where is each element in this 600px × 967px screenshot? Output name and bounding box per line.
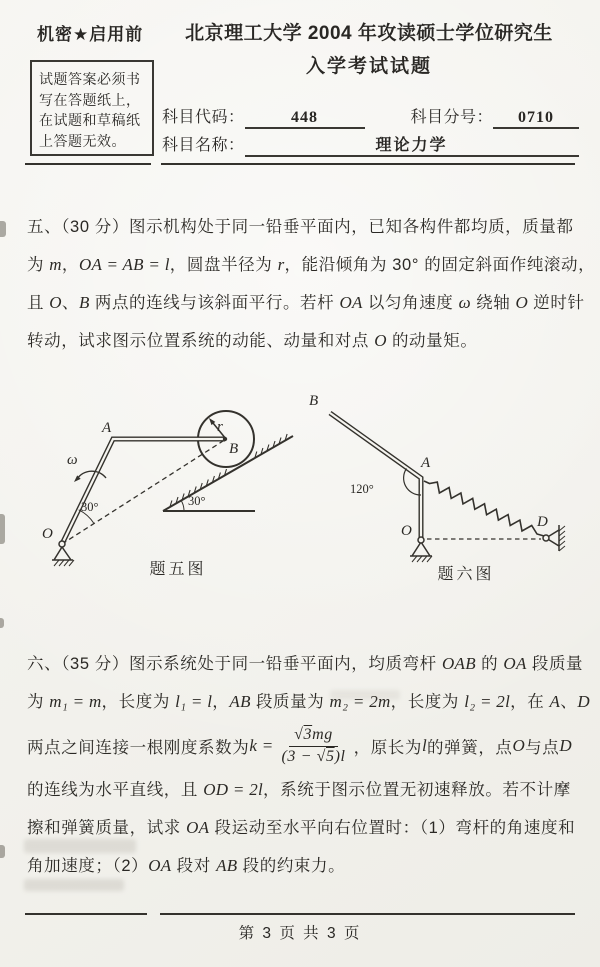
page-title bbox=[163, 17, 575, 83]
pin-O6 bbox=[418, 537, 424, 543]
pin-support-O6-hatching bbox=[412, 556, 432, 562]
label-O: O bbox=[42, 526, 53, 542]
figure-question6-diagram bbox=[303, 385, 595, 597]
subject-code-label: 科目代码： bbox=[162, 109, 245, 126]
question5-line: 五、（30 分）图示机构处于同一铅垂平面内，已知各构件都均质，质量都 bbox=[27, 218, 574, 236]
footer-divider-right bbox=[160, 913, 575, 915]
bleedthrough-smudge bbox=[24, 839, 136, 853]
page-number: 第 3 页 共 3 页 bbox=[238, 925, 362, 942]
question5-line: 为 m，OA = AB = l，圆盘半径为 r，能沿倾角为 30° 的固定斜面作纯滚动， bbox=[27, 255, 596, 274]
security-classification: 机密★启用前 bbox=[37, 25, 144, 44]
question-5 bbox=[27, 208, 596, 360]
subject-code-value: 448 bbox=[245, 109, 365, 129]
bleedthrough-smudge bbox=[330, 690, 400, 700]
radius-label: r bbox=[217, 419, 223, 435]
incline-angle-label: 30° bbox=[188, 494, 206, 508]
incline-surface bbox=[163, 436, 293, 511]
pin-O bbox=[59, 541, 65, 547]
notice-box: 试题答案必须书写在答题纸上，在试题和草稿纸上答题无效。 bbox=[30, 60, 154, 156]
footer-divider-left bbox=[25, 913, 147, 915]
question6-line: 六、（35 分）图示系统处于同一铅垂平面内，均质弯杆 OAB 的 OA 段质量 bbox=[27, 654, 584, 673]
header-divider-left bbox=[25, 163, 151, 165]
question6-line: 为 m₁ = m，长度为 l₁ = l，AB 段质量为 m₂ = 2m，长度为 l₂ = 2l，在 A、D bbox=[27, 692, 590, 711]
subject-name-row bbox=[162, 132, 579, 157]
edge-smudge bbox=[0, 221, 6, 237]
angle-120-label: 120° bbox=[350, 482, 374, 496]
question6-line-formula: 两点之间连接一根刚度系数为 k = $\frac{√3mg}{(3 - √5)l}$ ，原长为 l 的弹簧，点 O 与点 D bbox=[27, 726, 572, 765]
edge-smudge bbox=[0, 845, 5, 858]
question6-line: 擦和弹簧质量，试求 OA 段运动至水平向右位置时：（1）弯杆的角速度和 bbox=[27, 818, 576, 837]
question6-line: 的连线为水平直线，且 OD = 2l，系统于图示位置无初速释放。若不计摩 bbox=[27, 780, 571, 799]
pin-support-D-hatching bbox=[559, 526, 565, 551]
pin-support-O6 bbox=[410, 542, 432, 556]
header-divider-right bbox=[161, 163, 575, 165]
bleedthrough-smudge bbox=[24, 879, 124, 891]
pin-support-O bbox=[52, 547, 73, 560]
label-B6: B bbox=[309, 393, 319, 409]
pin-D bbox=[543, 535, 549, 541]
omega-label: ω bbox=[67, 452, 78, 468]
subject-name-label: 科目名称： bbox=[162, 137, 245, 154]
figure5-caption: 题五图 bbox=[149, 561, 207, 578]
stiffness-fraction: $\frac{√3mg}{(3 - √5)l}$ bbox=[281, 726, 346, 765]
label-B: B bbox=[229, 441, 239, 457]
label-D6: D bbox=[537, 514, 548, 530]
label-A6: A bbox=[421, 455, 431, 471]
figure6-caption: 题六图 bbox=[437, 566, 495, 583]
bar-angle-label: 30° bbox=[81, 500, 99, 514]
question6-line: 角加速度；（2）OA 段对 AB 段的约束力。 bbox=[27, 856, 346, 875]
pin-support-O-hatching bbox=[54, 560, 74, 566]
edge-smudge bbox=[0, 514, 5, 544]
spring-AD bbox=[424, 481, 544, 536]
incline-angle-arc bbox=[181, 501, 184, 512]
subject-no-value: 0710 bbox=[493, 109, 579, 129]
edge-smudge bbox=[0, 618, 4, 628]
title-line2: 入学考试试题 bbox=[305, 56, 432, 77]
label-O6: O bbox=[401, 523, 412, 539]
title-line1: 北京理工大学 2004 年攻读硕士学位研究生 bbox=[185, 23, 553, 44]
question5-line: 转动，试求图示位置系统的动能、动量和对点 O 的动量矩。 bbox=[27, 331, 478, 350]
bent-bar-BAO bbox=[330, 413, 421, 540]
subject-name-value: 理论力学 bbox=[245, 132, 579, 157]
bent-bar-BAO-inner bbox=[330, 413, 421, 540]
question5-line: 且 O、B 两点的连线与该斜面平行。若杆 OA 以匀角速度 ω 绕轴 O 逆时针 bbox=[27, 293, 585, 312]
label-A: A bbox=[102, 420, 112, 436]
figure-question5-diagram bbox=[28, 392, 320, 590]
subject-code-row bbox=[162, 104, 579, 129]
subject-no-label: 科目分号： bbox=[410, 109, 494, 126]
